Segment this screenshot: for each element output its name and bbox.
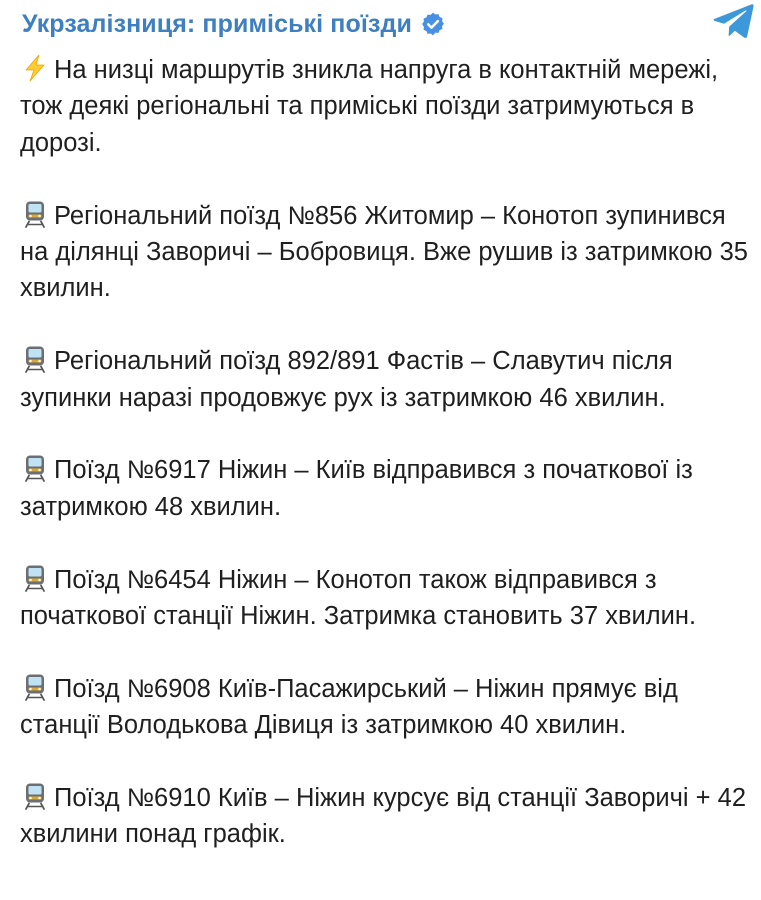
train-icon [20, 673, 50, 701]
train-icon [20, 345, 50, 373]
train-icon [20, 564, 50, 592]
train-item-text: Регіональний поїзд 892/891 Фастів – Славутич після зупинки наразі продовжує рух із затримкою 46 хвилин. [20, 347, 673, 412]
train-item [20, 780, 755, 853]
train-item-text: Поїзд №6910 Київ – Ніжин курсує від станції Заворичі + 42 хвилини понад графік. [20, 784, 747, 849]
lightning-icon [20, 54, 50, 82]
telegram-icon[interactable] [711, 2, 755, 40]
train-icon [20, 782, 50, 810]
train-item [20, 343, 755, 416]
train-item [20, 671, 755, 744]
verified-badge-icon [420, 11, 446, 37]
train-icon [20, 454, 50, 482]
train-item [20, 452, 755, 525]
message-body [20, 52, 755, 853]
train-item-text: Поїзд №6917 Ніжин – Київ відправився з початкової із затримкою 48 хвилин. [20, 456, 693, 521]
message-intro [20, 52, 755, 161]
train-item [20, 198, 755, 307]
train-item-text: Поїзд №6908 Київ-Пасажирський – Ніжин прямує від станції Володькова Дівиця із затримкою 40 хвилин. [20, 674, 678, 740]
train-item-text: Регіональний поїзд №856 Житомир – Конотоп зупинився на ділянці Заворичі – Бобровиця. Вже рушив із затримкою 35 хвилин. [20, 201, 748, 303]
train-item [20, 562, 755, 635]
channel-header [22, 6, 747, 42]
intro-text: На низці маршрутів зникла напруга в контактній мережі, тож деякі регіональні та приміські поїзди затримуються в дорозі. [20, 56, 719, 157]
train-icon [20, 200, 50, 228]
train-item-text: Поїзд №6454 Ніжин – Конотоп також відправився з початкової станції Ніжин. Затримка становить 37 хвилин. [20, 565, 697, 631]
channel-title[interactable]: Укрзалізниця: приміські поїзди [22, 9, 412, 38]
